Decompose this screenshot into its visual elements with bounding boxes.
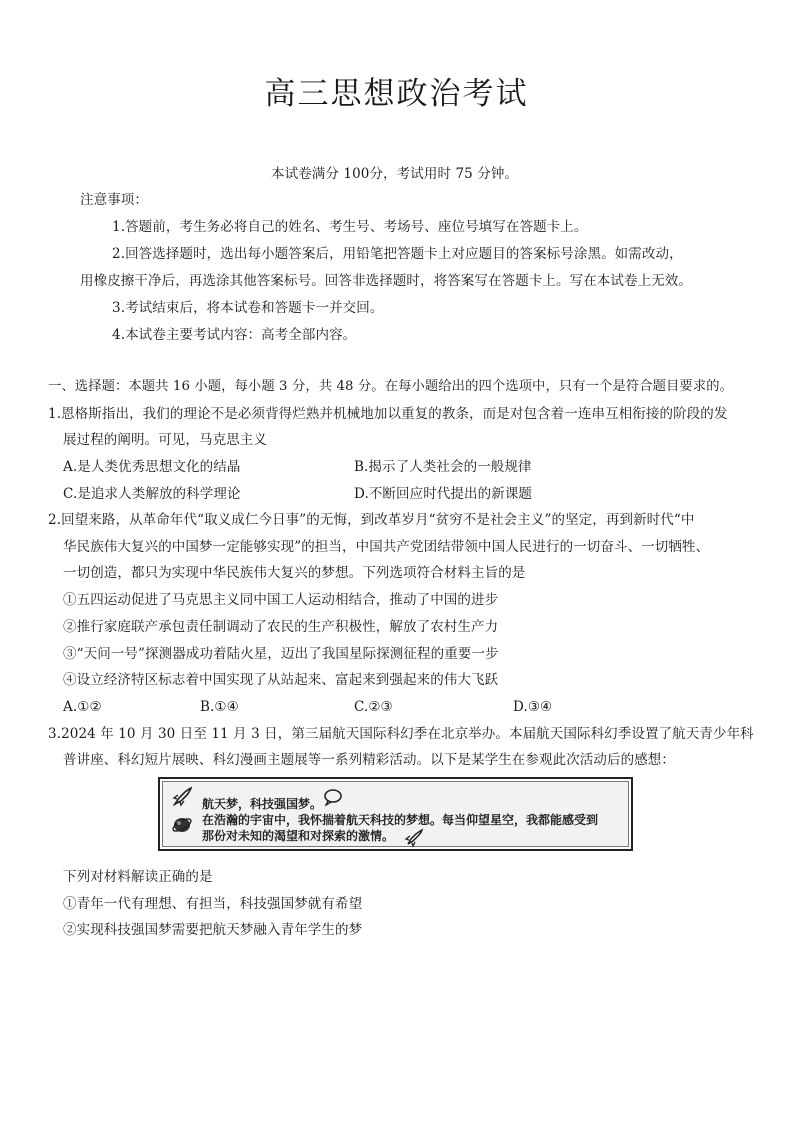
q2-item-3: ③“天问一号”探测器成功着陆火星，迈出了我国星际探测征程的重要一步 xyxy=(63,646,499,662)
reflection-line-3: 那份对未知的渴望和对探索的激情。 xyxy=(202,829,395,843)
note-2-continued: 用橡皮擦干净后，再选涂其他答案标号。回答非选择题时，将答案写在答题卡上。写在本试卷上无效。 xyxy=(80,273,692,289)
q2-option-c: C.②③ xyxy=(354,699,393,715)
q2-item-1: ①五四运动促进了马克思主义同中国工人运动相结合，推动了中国的进步 xyxy=(63,592,499,608)
q1-option-d: D.不断回应时代提出的新课题 xyxy=(354,486,533,502)
q2-stem-line2: 华民族伟大复兴的中国梦一定能够实现”的担当，中国共产党团结带领中国人民进行的一切奋斗、一切牺牲、 xyxy=(63,539,710,555)
rocket-icon xyxy=(171,786,193,812)
rocket-small-icon xyxy=(404,828,424,852)
q3-question-stem: 下列对材料解读正确的是 xyxy=(63,869,213,885)
student-reflection-box xyxy=(158,777,633,851)
q1-option-a: A.是人类优秀思想文化的结晶 xyxy=(63,459,241,475)
q3-stem-line2: 普讲座、科幻短片展映、科幻漫画主题展等一系列精彩活动。以下是某学生在参观此次活动后的感想： xyxy=(63,752,675,768)
reflection-box-inner xyxy=(162,781,629,847)
q2-item-4: ④设立经济特区标志着中国实现了从站起来、富起来到强起来的伟大飞跃 xyxy=(63,672,499,688)
q2-stem-line3: 一切创造，都只为实现中华民族伟大复兴的梦想。下列选项符合材料主旨的是 xyxy=(63,565,526,581)
q3-item-1: ①青年一代有理想、有担当，科技强国梦就有希望 xyxy=(63,896,363,912)
note-3: 3.考试结束后，将本试卷和答题卡一并交回。 xyxy=(112,300,384,316)
q1-option-c: C.是追求人类解放的科学理论 xyxy=(63,486,241,502)
score-line: 本试卷满分 100分，考试用时 75 分钟。 xyxy=(271,166,519,182)
q2-stem-line1: 2.回望来路，从革命年代“取义成仁今日事”的无悔，到改革岁月“贫穷不是社会主义”的坚定，再到新时代“中 xyxy=(48,512,695,528)
reflection-line-2: 在浩瀚的宇宙中，我怀揣着航天科技的梦想。每当仰望星空，我都能感受到 xyxy=(202,813,599,827)
q1-stem-line1: 1.恩格斯指出，我们的理论不是必须背得烂熟并机械地加以重复的教条，而是对包含着一连串互相衔接的阶段的发 xyxy=(48,406,728,422)
exam-title: 高三思想政治考试 xyxy=(264,76,529,112)
q2-option-d: D.③④ xyxy=(513,699,553,715)
reflection-line-1: 航天梦，科技强国梦。 xyxy=(202,797,323,811)
note-2: 2.回答选择题时，选出每小题答案后，用铅笔把答题卡上对应题目的答案标号涂黑。如需改动， xyxy=(112,246,683,262)
q3-item-2: ②实现科技强国梦需要把航天梦融入青年学生的梦 xyxy=(63,922,363,938)
note-1: 1.答题前，考生务必将自己的姓名、考生号、考场号、座位号填写在答题卡上。 xyxy=(112,219,588,235)
speech-bubble-icon xyxy=(323,788,343,810)
q2-option-b: B.①④ xyxy=(200,699,239,715)
notes-heading: 注意事项： xyxy=(80,192,148,208)
planet-icon xyxy=(171,814,193,840)
q1-stem-line2: 展过程的阐明。可见，马克思主义 xyxy=(63,432,267,448)
q1-option-b: B.揭示了人类社会的一般规律 xyxy=(354,459,532,475)
q2-option-a: A.①② xyxy=(63,699,102,715)
note-4: 4.本试卷主要考试内容：高考全部内容。 xyxy=(112,327,357,343)
section1-heading: 一、选择题：本题共 16 小题，每小题 3 分，共 48 分。在每小题给出的四个选项中，只有一个是符合题目要求的。 xyxy=(48,379,734,394)
q3-stem-line1: 3.2024 年 10 月 30 日至 11 月 3 日，第三届航天国际科幻季在北京举办。本届航天国际科幻季设置了航天青少年科 xyxy=(48,726,754,742)
q2-item-2: ②推行家庭联产承包责任制调动了农民的生产积极性，解放了农村生产力 xyxy=(63,619,499,635)
